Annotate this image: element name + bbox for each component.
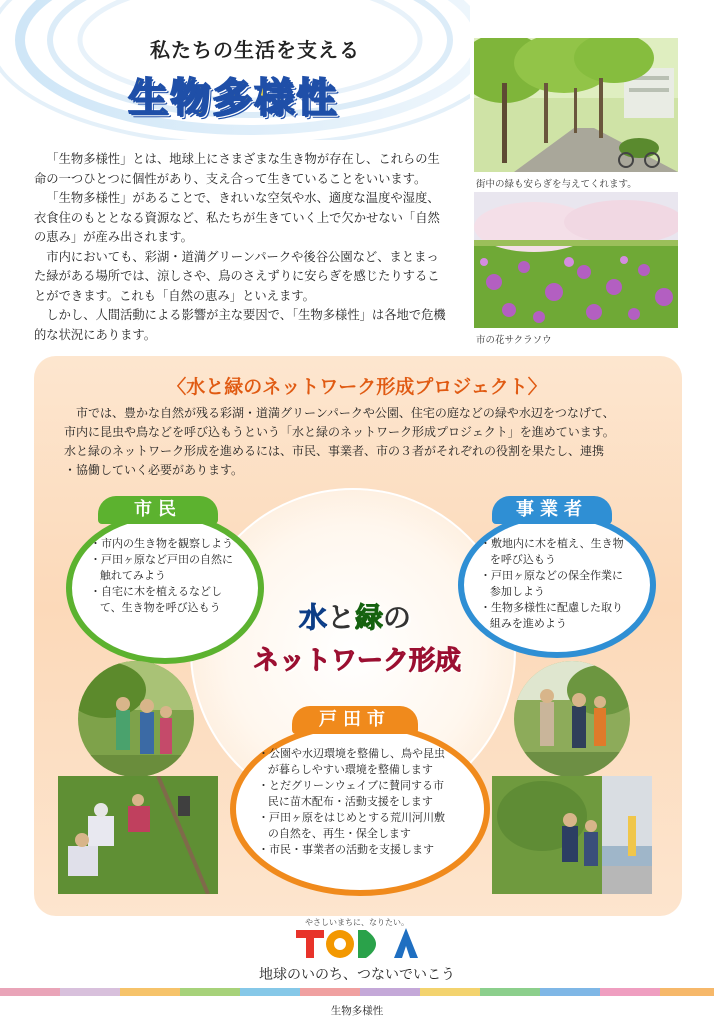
toda-logo [296, 926, 418, 960]
street-trees-photo [474, 38, 678, 172]
no-particle: の [383, 601, 412, 634]
project-line: 水と緑のネットワーク形成を進めるには、市民、事業者、市の３者がそれぞれの役割を果たし、連携 [64, 444, 605, 458]
project-line: ・協働していく必要があります。 [64, 463, 244, 477]
green-word: 緑 [355, 601, 384, 634]
business-list [480, 536, 630, 632]
business-label: 事業者 [492, 496, 612, 524]
list-item: ・市民・事業者の活動を支援します [258, 843, 434, 856]
list-item: ・自宅に木を植えるなどして、生き物を呼び込もう [90, 585, 222, 614]
business-activity-photo-2 [492, 776, 652, 894]
intro-paragraph: 「生物多様性」とは、地球上にさまざまな生き物が存在し、これらの生命の一つひとつに個性があり、支え合って生きていることをいいます。 [34, 152, 440, 186]
citizens-activity-photo-1 [76, 660, 196, 778]
list-item: ・公園や水辺環境を整備し、鳥や昆虫が暮らしやすい環境を整備します [258, 747, 445, 776]
project-description [64, 404, 664, 480]
page-title: 生物多様性 [128, 75, 338, 121]
project-line: 市では、豊かな自然が残る彩湖・道満グリーンパークや公園、住宅の庭などの緑や水辺をつなげて、 [76, 406, 615, 420]
list-item: ・戸田ヶ原などの保全作業に参加しよう [480, 569, 623, 598]
header-subtitle: 私たちの生活を支える [150, 38, 360, 62]
list-item: ・生物多様性に配慮した取り組みを進めよう [480, 601, 623, 630]
intro-paragraph: 市内においても、彩湖・道満グリーンパークや後谷公園など、まとまった緑がある場所では、涼しさや、鳥のさえずりに安らぎを感じたりすることができます。これも「自然の恵み」といえます。 [34, 249, 440, 303]
city-label: 戸田市 [292, 706, 418, 734]
intro-paragraph: しかし、人間活動による影響が主な要因で、「生物多様性」は各地で危機的な状況にあります。 [34, 308, 446, 342]
footer-color-strip [0, 988, 714, 996]
intro-paragraph: 「生物多様性」があることで、きれいな空気や水、適度な温度や湿度、衣食住のもととなる資源など、私たちが生きていく上で欠かせない「自然の恵み」が産み出されます。 [34, 191, 440, 244]
city-list [258, 746, 454, 858]
citizens-activity-photo-2 [58, 776, 218, 894]
project-line: 市内に昆虫や鳥などを呼び込もうという「水と緑のネットワーク形成プロジェクト」を進めています。 [64, 425, 615, 439]
to-particle: と [326, 601, 355, 634]
logo-tagline: やさしいまちに、なりたい。 [305, 918, 409, 927]
page-label: 生物多様性 [330, 1005, 384, 1017]
list-item: ・とだグリーンウェイブに賛同する市民に苗木配布・活動支援をします [258, 779, 445, 808]
citizens-label: 市民 [98, 496, 218, 524]
street-photo-caption: 街中の緑も安らぎを与えてくれます。 [476, 179, 637, 190]
business-activity-photo-1 [512, 660, 632, 778]
water-word: 水 [298, 601, 327, 634]
primrose-photo-caption: 市の花サクラソウ [476, 335, 552, 346]
project-title: 〈水と緑のネットワーク形成プロジェクト〉 [167, 376, 547, 398]
network-title-line1 [250, 596, 460, 636]
citizens-list [90, 536, 240, 616]
list-item: ・戸田ヶ原をはじめとする荒川河川敷の自然を、再生・保全します [258, 811, 445, 840]
list-item: ・敷地内に木を植え、生き物を呼び込もう [480, 537, 624, 566]
list-item: ・市内の生き物を観察しよう [90, 537, 233, 550]
primrose-photo [474, 192, 678, 328]
intro-text [34, 150, 446, 345]
network-title-line2: ネットワーク形成 [252, 646, 461, 676]
footer-slogan: 地球のいのち、つないでいこう [259, 967, 455, 983]
list-item: ・戸田ヶ原など戸田の自然に触れてみよう [90, 553, 233, 582]
